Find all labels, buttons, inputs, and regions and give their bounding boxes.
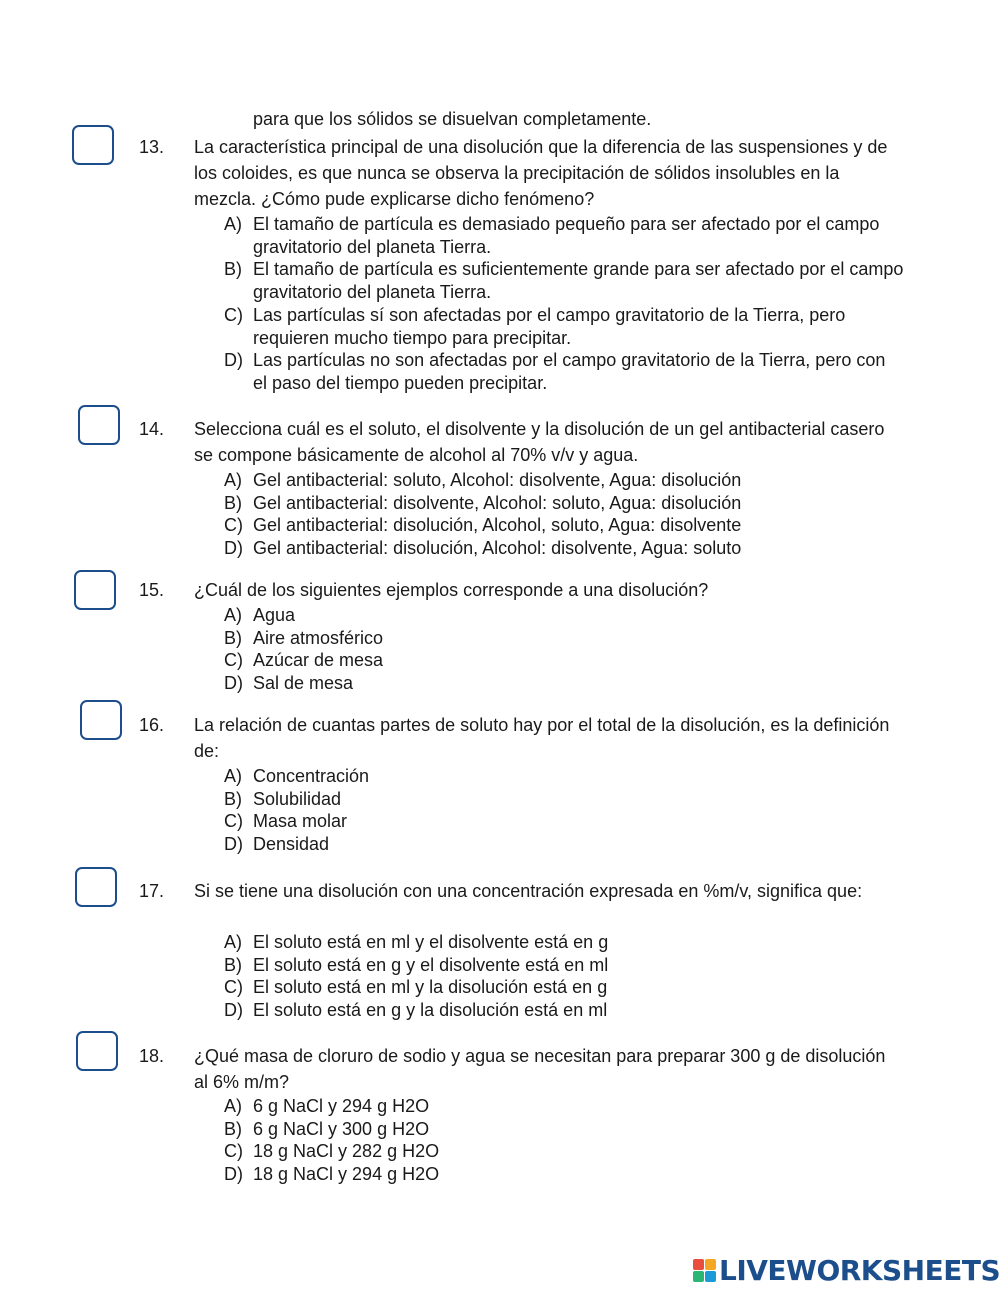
option-letter: C) (224, 304, 243, 325)
option-letter: D) (224, 538, 243, 559)
option-letter: D) (224, 834, 243, 855)
option-text: Gel antibacterial: disolución, Alcohol: disolvente, Agua: soluto (253, 538, 742, 559)
option-text: Gel antibacterial: disolución, Alcohol, soluto, Agua: disolvente (253, 515, 742, 536)
option-letter: A) (224, 1096, 242, 1116)
option-text: El soluto está en g y la disolución está en ml (253, 1000, 608, 1021)
option-letter: B) (224, 259, 242, 280)
options-list (224, 213, 904, 395)
option-letter: A) (224, 932, 242, 952)
option-text: Agua (253, 605, 296, 625)
option-d (224, 349, 904, 394)
question-text: Si se tiene una disolución con una concentración expresada en %m/v, significa que: (194, 881, 863, 901)
option-d (224, 999, 904, 1022)
question-text: ¿Cuál de los siguientes ejemplos corresponde a una disolución? (194, 580, 709, 600)
option-b (224, 954, 904, 977)
answer-box-14[interactable] (78, 405, 120, 445)
option-c (224, 1140, 904, 1163)
question-text: La característica principal de una disolución que la diferencia de las suspensiones y de los coloides, es que nunca se observa la precipitación de sólidos insolubles en la mezcla. ¿Cómo pude explicarse dicho fenómeno? (194, 137, 888, 209)
answer-box-15[interactable] (74, 570, 116, 610)
option-c (224, 304, 904, 349)
option-text: El soluto está en ml y la disolución está en g (253, 977, 608, 998)
option-letter: A) (224, 470, 242, 490)
option-letter: A) (224, 766, 242, 786)
option-text: Gel antibacterial: disolvente, Alcohol: soluto, Agua: disolución (253, 492, 742, 513)
option-text: 6 g NaCl y 294 g H2O (253, 1096, 430, 1116)
question-number: 16. (139, 715, 165, 735)
options-list (224, 1095, 904, 1186)
option-letter: B) (224, 1118, 242, 1139)
option-d (224, 1163, 904, 1186)
options-list (224, 469, 904, 560)
options-list (224, 931, 904, 1022)
option-letter: B) (224, 788, 242, 809)
option-a (224, 469, 904, 492)
question-number: 14. (139, 419, 165, 439)
option-letter: C) (224, 811, 243, 832)
question-number: 18. (139, 1046, 165, 1066)
options-list (224, 765, 904, 856)
option-text: El tamaño de partícula es suficientemente grande para ser afectado por el campo gravitatorio del planeta Tierra. (253, 259, 904, 303)
option-c (224, 810, 904, 833)
option-text: Las partículas no son afectadas por el campo gravitatorio de la Tierra, pero con el paso del tiempo pueden precipitar. (253, 350, 886, 393)
option-b (224, 627, 904, 650)
liveworksheets-logo (693, 1254, 1000, 1286)
option-text: Masa molar (253, 811, 348, 832)
option-text: El soluto está en ml y el disolvente está en g (253, 932, 609, 952)
question-text: ¿Qué masa de cloruro de sodio y agua se necesitan para preparar 300 g de disolución al 6% m/m? (194, 1046, 886, 1092)
logo-tile-4 (705, 1271, 716, 1282)
answer-box-18[interactable] (76, 1031, 118, 1071)
option-letter: D) (224, 350, 243, 371)
option-letter: B) (224, 492, 242, 513)
logo-tile-3 (693, 1271, 704, 1282)
option-letter: A) (224, 214, 242, 234)
option-text: Las partículas sí son afectadas por el campo gravitatorio de la Tierra, pero requieren mucho tiempo para precipitar. (253, 304, 846, 348)
logo-tile-2 (705, 1259, 716, 1270)
option-d (224, 672, 904, 695)
option-letter: C) (224, 515, 243, 536)
question-text: Selecciona cuál es el soluto, el disolvente y la disolución de un gel antibacterial casero se compone básicamente de alcohol al 70% v/v y agua. (194, 419, 885, 465)
option-text: Densidad (253, 834, 330, 855)
options-list (224, 604, 904, 695)
answer-box-17[interactable] (75, 867, 117, 907)
option-a (224, 1095, 904, 1118)
option-c (224, 976, 904, 999)
option-d (224, 833, 904, 856)
continuation-text: para que los sólidos se disuelvan completamente. (253, 109, 652, 129)
option-text: Aire atmosférico (253, 627, 384, 648)
option-letter: A) (224, 605, 242, 625)
option-text: El soluto está en g y el disolvente está en ml (253, 954, 609, 975)
answer-box-13[interactable] (72, 125, 114, 165)
option-text: Solubilidad (253, 788, 342, 809)
option-letter: C) (224, 977, 243, 998)
option-letter: C) (224, 650, 243, 671)
option-text: Azúcar de mesa (253, 650, 384, 671)
question-number: 17. (139, 881, 165, 901)
option-letter: B) (224, 954, 242, 975)
option-text: Concentración (253, 766, 370, 786)
logo-tile-1 (693, 1259, 704, 1270)
question-text: La relación de cuantas partes de soluto hay por el total de la disolución, es la definición de: (194, 715, 890, 761)
question-number: 13. (139, 137, 165, 157)
option-letter: B) (224, 627, 242, 648)
option-letter: D) (224, 1164, 243, 1185)
option-text: 18 g NaCl y 282 g H2O (253, 1141, 440, 1162)
option-letter: D) (224, 673, 243, 694)
option-a (224, 931, 904, 954)
option-text: 18 g NaCl y 294 g H2O (253, 1164, 440, 1185)
option-b (224, 788, 904, 811)
option-c (224, 514, 904, 537)
answer-box-16[interactable] (80, 700, 122, 740)
option-a (224, 604, 904, 627)
option-text: Sal de mesa (253, 673, 354, 694)
option-a (224, 765, 904, 788)
option-b (224, 258, 904, 303)
option-text: El tamaño de partícula es demasiado pequeño para ser afectado por el campo gravitatorio del planeta Tierra. (253, 214, 880, 257)
option-letter: D) (224, 1000, 243, 1021)
option-text: 6 g NaCl y 300 g H2O (253, 1118, 430, 1139)
option-b (224, 1118, 904, 1141)
option-letter: C) (224, 1141, 243, 1162)
option-a (224, 213, 904, 258)
question-number: 15. (139, 580, 165, 600)
option-c (224, 649, 904, 672)
option-b (224, 492, 904, 515)
option-d (224, 537, 904, 560)
option-text: Gel antibacterial: soluto, Alcohol: disolvente, Agua: disolución (253, 470, 742, 490)
logo-text: LIVEWORKSHEETS (719, 1253, 1000, 1287)
liveworksheets-logo-icon (693, 1259, 716, 1282)
